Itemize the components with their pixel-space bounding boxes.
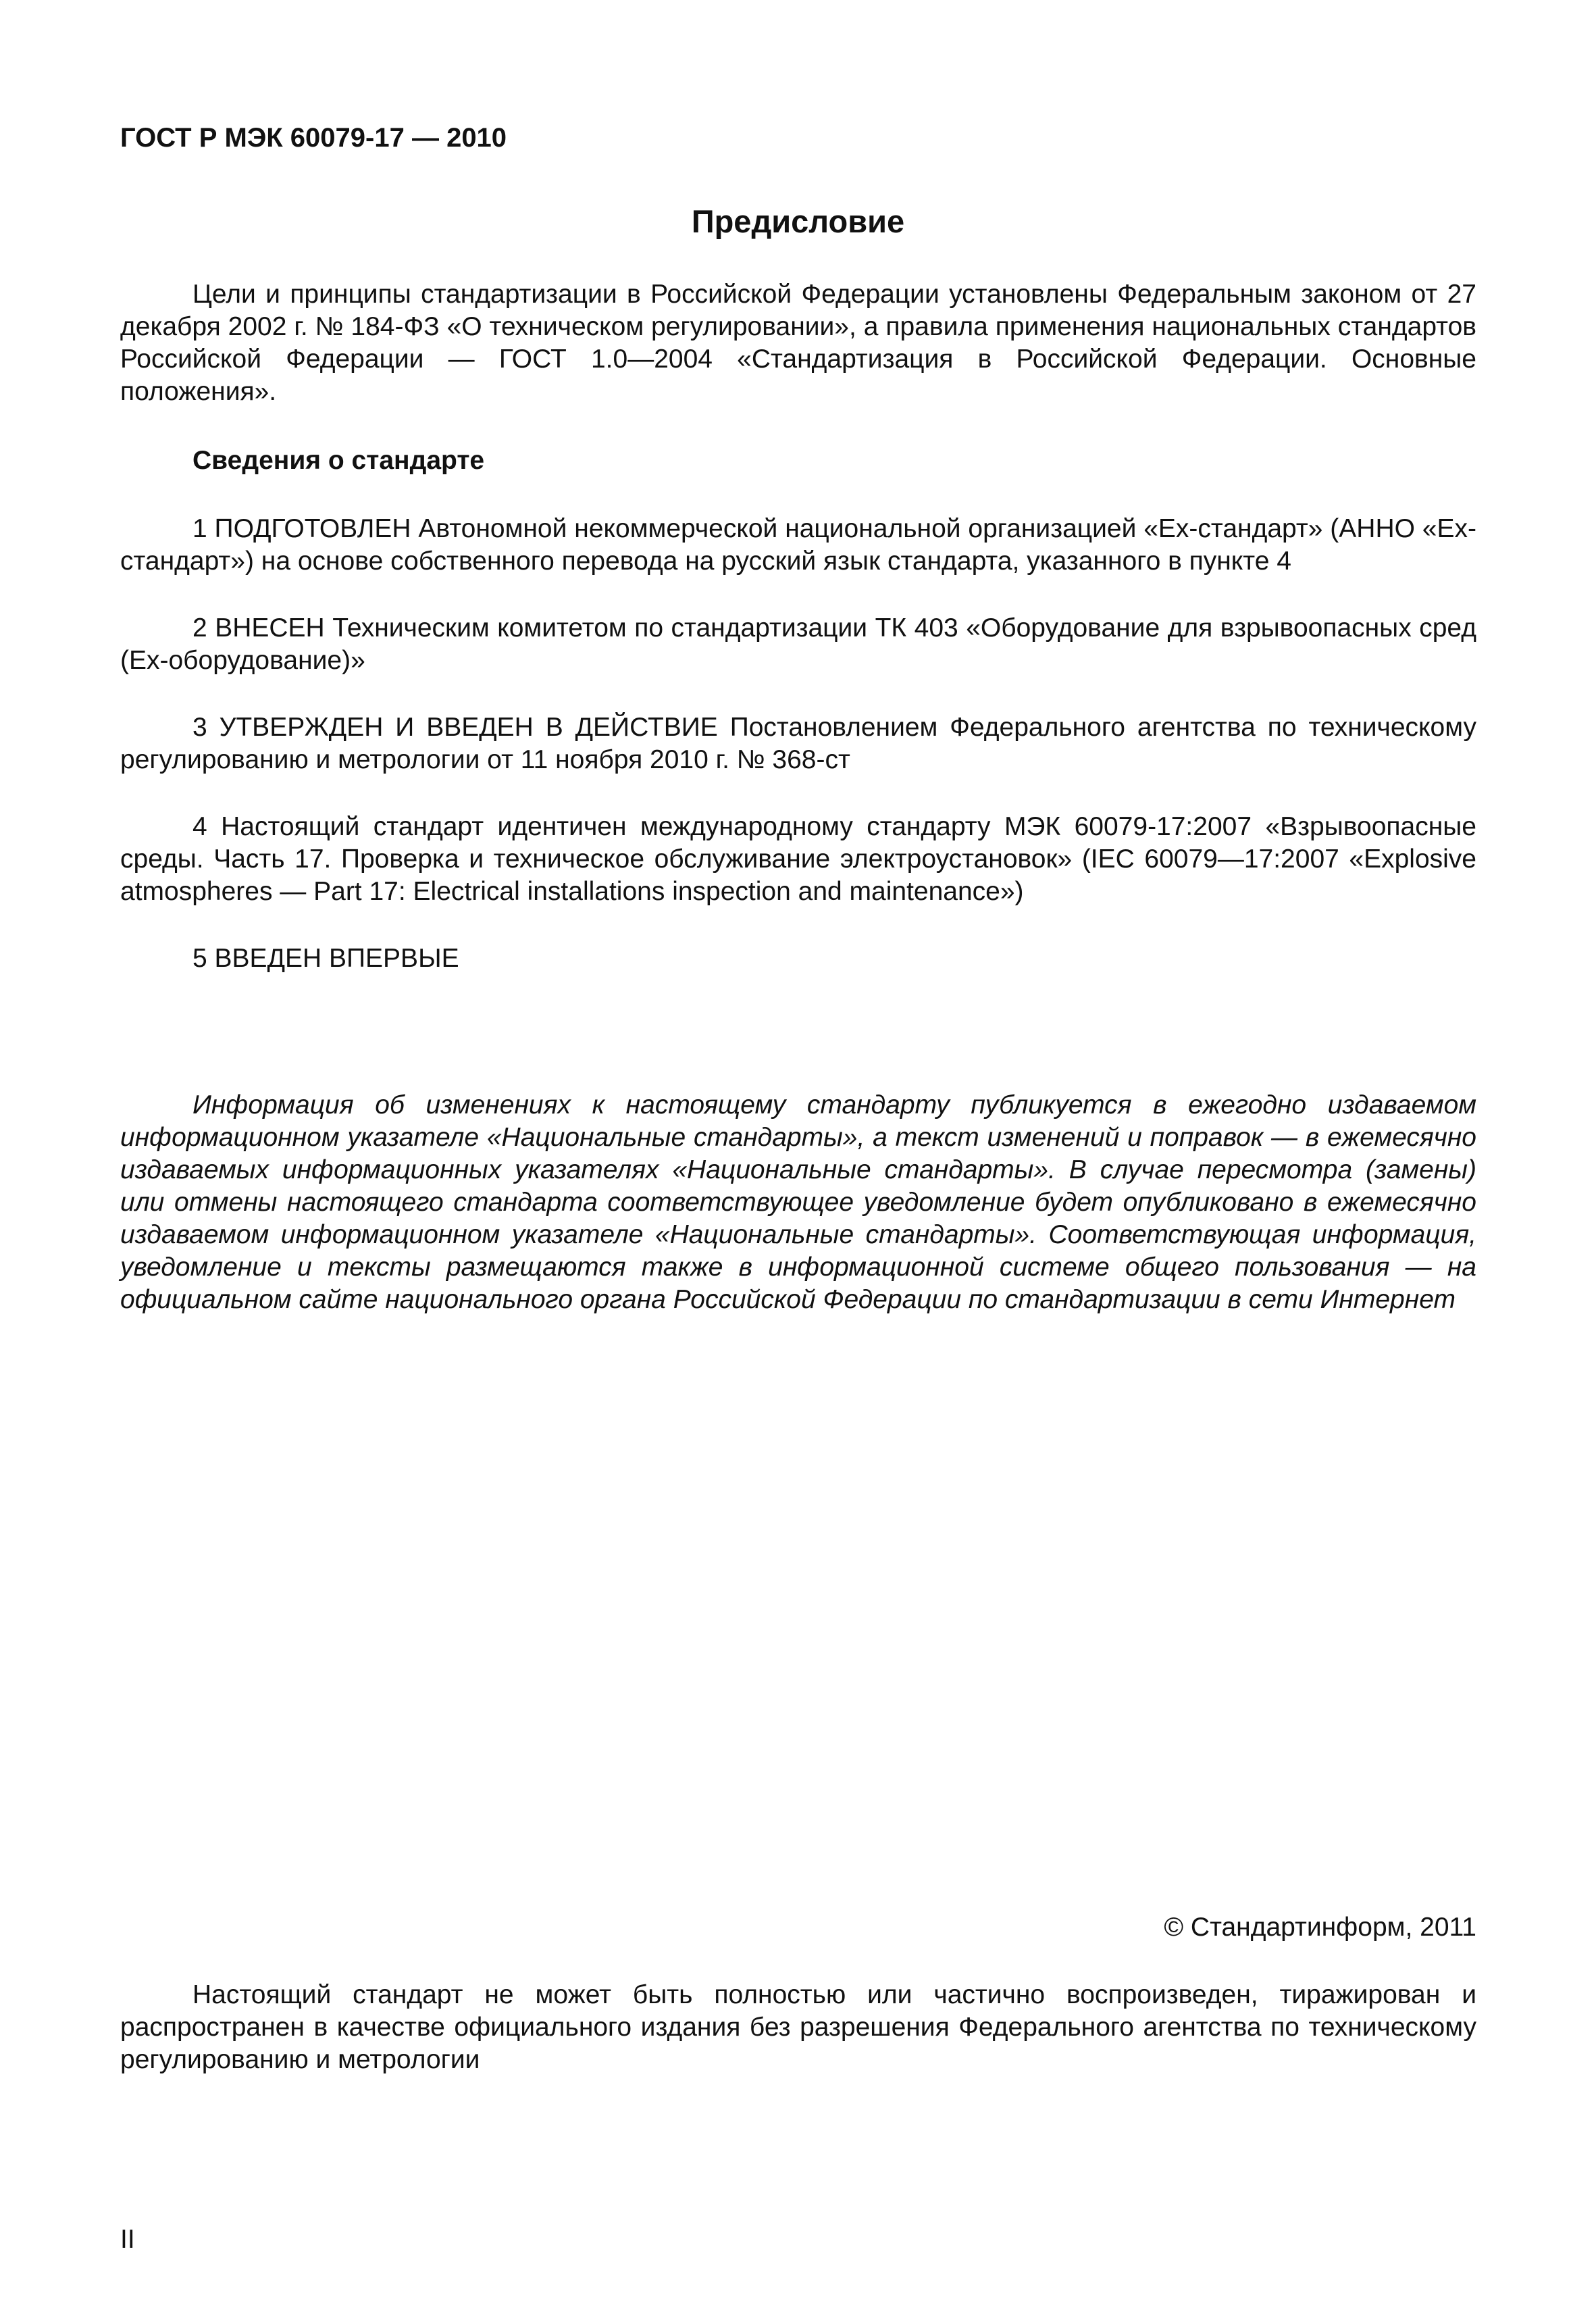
copyright-notice: © Стандартинформ, 2011: [1164, 1913, 1476, 1942]
document-code: ГОСТ Р МЭК 60079-17 — 2010: [120, 123, 507, 153]
changes-notice: Информация об изменениях к настоящему стандарту публикуется в ежегодно издаваемом информационном указателе «Национальные стандарты», а текст изменений и поправок — в ежемесячно издаваемых информационных указателях «Национальные стандарты». В случае пересмотра (замены) или отмены настоящего стандарта соответствующее уведомление будет опубликовано в ежемесячно издаваемом информационном указателе «Национальные стандарты». Соответствующая информация, уведомление и тексты размещаются также в информационной системе общего пользования — на официальном сайте национального органа Российской Федерации по стандартизации в сети Интернет: [120, 1090, 1476, 1314]
standard-info-item-4: 4 Настоящий стандарт идентичен международному стандарту МЭК 60079-17:2007 «Взрывоопасные среды. Часть 17. Проверка и техническое обслуживание электроустановок» (IEC 60079—17:2007 «Explosive atmospheres — Part 17: Electrical installations inspection and maintenance»): [120, 812, 1476, 906]
intro-paragraph: Цели и принципы стандартизации в Российской Федерации установлены Федеральным законом от 27 декабря 2002 г. № 184-ФЗ «О техническом регулировании», а правила применения национальных стандартов Российской Федерации — ГОСТ 1.0—2004 «Стандартизация в Российской Федерации. Основные положения».: [120, 280, 1476, 406]
page-title: Предисловие: [691, 203, 905, 239]
standard-info-heading: Сведения о стандарте: [192, 446, 485, 475]
reproduction-notice: Настоящий стандарт не может быть полностью или частично воспроизведен, тиражирован и распространен в качестве официального издания без разрешения Федерального агентства по техническому регулированию и метрологии: [120, 1980, 1476, 2074]
standard-info-item-3: 3 УТВЕРЖДЕН И ВВЕДЕН В ДЕЙСТВИЕ Постановлением Федерального агентства по техническому регулированию и метрологии от 11 ноября 2010 г. № 368-ст: [120, 713, 1476, 774]
standard-info-item-2: 2 ВНЕСЕН Техническим комитетом по стандартизации ТК 403 «Оборудование для взрывоопасных сред (Ех-оборудование)»: [120, 613, 1476, 675]
page-number: II: [120, 2225, 135, 2254]
standard-info-item-5: 5 ВВЕДЕН ВПЕРВЫЕ: [192, 944, 459, 973]
standard-info-item-1: 1 ПОДГОТОВЛЕН Автономной некоммерческой национальной организацией «Ех-стандарт» (АННО «Ех-стандарт») на основе собственного перевода на русский язык стандарта, указанного в пункте 4: [120, 514, 1476, 576]
